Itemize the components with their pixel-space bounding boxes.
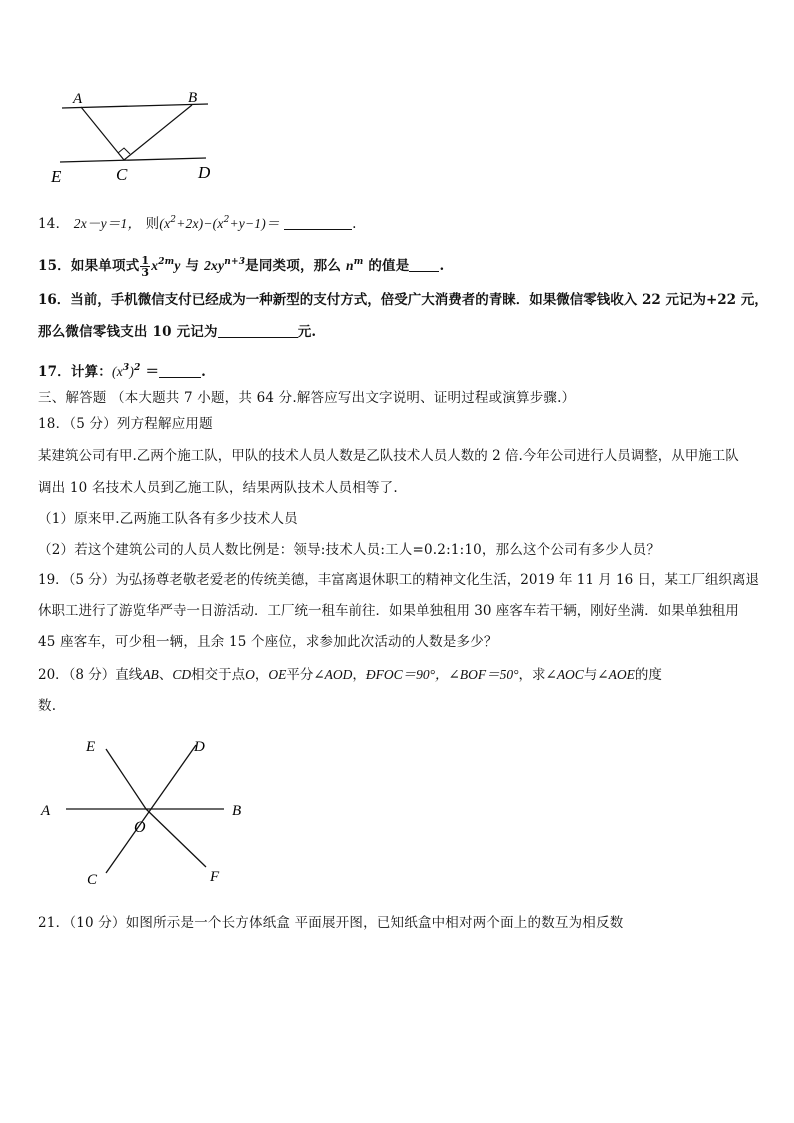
q15-text2: 与 (185, 258, 200, 274)
q14-expr-part2: +2x)−(x (176, 216, 224, 231)
q14-ask: 则 (145, 216, 160, 232)
line-ed (60, 158, 206, 162)
q20-text-h: 的度 (634, 667, 662, 683)
q15-var-n: n (345, 258, 354, 273)
label-d: D (198, 163, 211, 182)
question-19-line1: 19．（5 分）为弘扬尊老敬老爱老的传统美德，丰富离退休职工的精神文化生活，2019 年 11 月 16 日，某工厂组织离退 (38, 572, 759, 588)
question-18-body1: 某建筑公司有甲.乙两个施工队，甲队的技术人员人数是乙队技术人员人数的 2 倍.今年公司进行人员调整，从甲施工队 (38, 448, 739, 464)
q14-condition: 2x－y＝1， (73, 216, 142, 231)
label-b: B (188, 90, 198, 106)
q15-fraction (140, 255, 150, 278)
q14-expr-part1: (x (159, 216, 171, 231)
q17-number: 17． (38, 364, 71, 380)
q14-exp2: 2 (223, 215, 230, 225)
label-e: E (86, 739, 96, 755)
label-f: F (210, 869, 220, 885)
q20-text-f: ，求∠ (518, 667, 557, 683)
question-16-line2 (38, 322, 764, 342)
q17-inner-exp: 3 (122, 363, 130, 373)
question-20-line1 (38, 665, 764, 685)
q17-equals: ＝ (145, 364, 160, 380)
fraction-numerator: 1 (141, 254, 150, 267)
q15-exp-m: m (353, 257, 364, 267)
fraction-denominator: 3 (141, 266, 150, 279)
question-19-line3: 45 座客车，可少租一辆，且余 15 个座位，求参加此次活动的人数是多少？ (38, 634, 498, 650)
question-21-line1: 21．（10 分）如图所示是一个长方体纸盒 平面展开图，已知纸盒中相对两个面上的数互为相反数 (38, 915, 624, 931)
segment-ac (81, 107, 124, 160)
ray-oe (106, 749, 146, 809)
q14-expr-part3: +y−1)＝ (229, 216, 280, 231)
q16-unit: 元. (297, 324, 317, 340)
q15-number: 15． (38, 258, 71, 274)
answer-blank[interactable] (218, 324, 298, 338)
q17-end: . (201, 364, 207, 380)
question-20-line2: 数. (38, 698, 57, 714)
figure-parallel-lines (40, 85, 230, 190)
q15-exp-y: n+3 (224, 257, 246, 267)
question-17 (38, 358, 764, 382)
q20-aod: AOD (324, 667, 353, 682)
q15-text4: 的值是 (368, 258, 410, 274)
section-note: （本大题共 7 小题，共 64 分.解答应写出文字说明、证明过程或演算步骤.） (111, 390, 576, 406)
q20-ab: AB (142, 667, 159, 682)
question-18-body2: 调出 10 名技术人员到乙施工队，结果两队技术人员相等了. (38, 480, 398, 496)
q20-aoe: AOE (608, 667, 635, 682)
question-15 (38, 252, 764, 278)
q20-angles: ÐFOC＝90°，∠BOF＝50° (365, 667, 519, 682)
q20-text-a: 20．（8 分）直线 (38, 667, 143, 683)
label-o: O (134, 819, 146, 836)
answer-blank[interactable] (159, 364, 201, 378)
q15-var-x: x (151, 258, 159, 273)
right-angle-mark (118, 148, 130, 154)
q16-text: 那么微信零钱支出 10 元记为 (38, 324, 218, 340)
question-19-line2: 休职工进行了游览华严寺一日游活动．工厂统一租车前往．如果单独租用 30 座客车若干辆，刚好坐满．如果单独租用 (38, 603, 739, 619)
label-c: C (116, 165, 128, 184)
q14-number: 14． (38, 216, 70, 232)
section-3-heading (38, 388, 764, 408)
answer-blank[interactable] (409, 258, 439, 272)
q17-outer-exp: 2 (134, 363, 141, 373)
label-b: B (232, 803, 242, 819)
label-c: C (87, 872, 98, 888)
q20-sep: 、 (158, 667, 173, 683)
q20-text-b: 相交于点 (191, 667, 246, 683)
line-ab (62, 104, 208, 108)
figure-intersecting-lines (36, 735, 256, 895)
q14-end: . (352, 216, 357, 232)
label-e: E (51, 167, 62, 186)
q20-cd: CD (172, 667, 192, 682)
q20-oe: OE (268, 667, 287, 682)
q15-end: . (439, 258, 445, 274)
q20-aoc: AOC (556, 667, 584, 682)
q20-text-e: ， (352, 667, 366, 683)
question-16-line1: 16．当前，手机微信支付已经成为一种新型的支付方式，倍受广大消费者的青睐．如果微信零钱收入 22 元记为+22 元， (38, 292, 768, 308)
section-title: 三、解答题 (38, 390, 107, 406)
q20-text-c: ， (254, 667, 269, 683)
q14-exp1: 2 (170, 215, 177, 225)
q17-close: ) (129, 364, 135, 379)
q15-exp-x: 2m (158, 257, 175, 267)
q20-o: O (245, 667, 255, 682)
q15-var-y: y (174, 258, 181, 273)
question-18-sub2: （2）若这个建筑公司的人员人数比例是：领导:技术人员:工人=0.2:1:10，那么这个公司有多少人员？ (38, 542, 661, 558)
q20-text-d: 平分∠ (286, 667, 325, 683)
label-a: A (41, 803, 51, 819)
q17-base: (x (112, 364, 123, 379)
label-a: A (73, 91, 83, 107)
question-18-head: 18．（5 分）列方程解应用题 (38, 416, 213, 432)
q20-text-g: 与∠ (583, 667, 609, 683)
segment-bc (124, 105, 192, 160)
question-14 (38, 210, 764, 234)
label-d: D (194, 739, 205, 755)
q15-text1: 如果单项式 (70, 258, 140, 274)
answer-blank[interactable] (284, 216, 352, 230)
q17-text: 计算： (70, 364, 112, 380)
q15-monomial2: 2xy (204, 258, 225, 273)
q15-text3: 是同类项，那么 (245, 258, 342, 274)
question-18-sub1: （1）原来甲.乙两施工队各有多少技术人员 (38, 511, 298, 527)
ray-of (146, 809, 206, 867)
